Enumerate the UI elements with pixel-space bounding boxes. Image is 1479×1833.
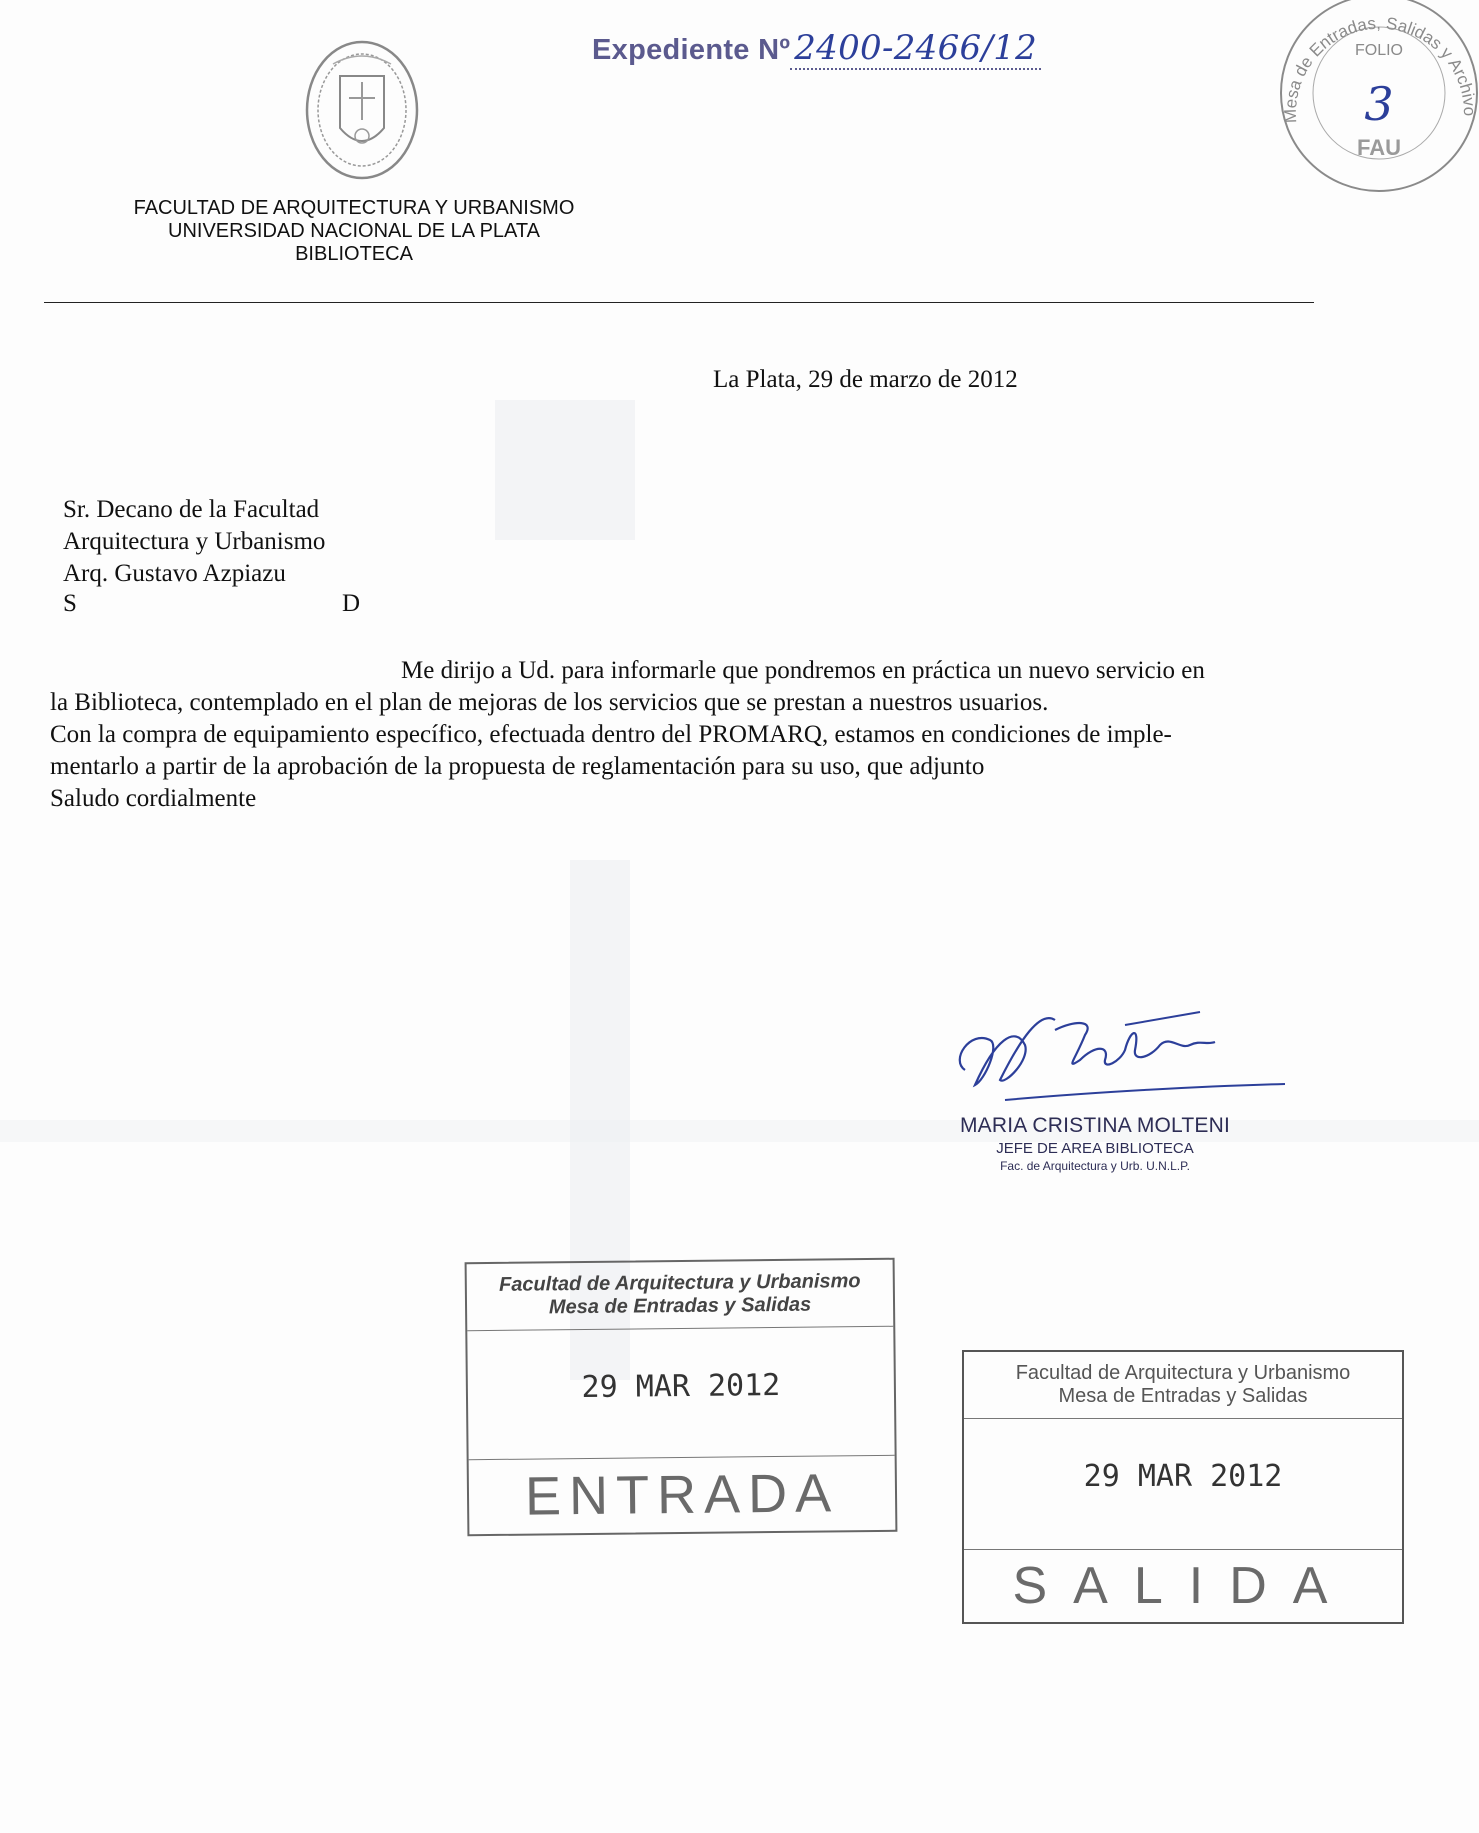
stamp-line: Facultad de Arquitectura y Urbanismo: [1015, 1362, 1351, 1384]
body-line: Con la compra de equipamiento específico, efectuada dentro del PROMARQ, estamos en condiciones de imple-: [50, 721, 1172, 748]
addressee-line: Arquitectura y Urbanismo: [63, 528, 326, 555]
signer-department: Fac. de Arquitectura y Urb. U.N.L.P.: [1000, 1159, 1190, 1173]
entrada-stamp-header: [467, 1260, 894, 1320]
entrada-stamp-word: ENTRADA: [469, 1455, 896, 1528]
institution-header: [60, 197, 648, 266]
stamp-line: Mesa de Entradas y Salidas: [548, 1293, 812, 1319]
expediente-label: Expediente Nº: [592, 34, 791, 66]
institution-line: FACULTAD DE ARQUITECTURA Y URBANISMO: [133, 197, 575, 219]
scan-artifact: [495, 400, 635, 540]
addressee-block: [63, 494, 325, 590]
letter-body: [50, 655, 1312, 815]
entrada-stamp-date: 29 MAR 2012: [581, 1367, 781, 1406]
institution-line: UNIVERSIDAD NACIONAL DE LA PLATA: [168, 220, 540, 242]
header-divider: [44, 302, 1314, 303]
salida-stamp-header: [964, 1352, 1402, 1408]
expediente-field: [592, 28, 1041, 68]
stamp-divider: [964, 1418, 1402, 1419]
body-line: Me dirijo a Ud. para informarle que pondremos en práctica un nuevo servicio en: [401, 657, 1205, 684]
scan-artifact: [0, 1120, 1479, 1142]
signature-block: [945, 1114, 1245, 1173]
handwritten-signature: [945, 1000, 1285, 1110]
stamp-line: Mesa de Entradas y Salidas: [1058, 1385, 1308, 1407]
salutation-s: S: [63, 590, 77, 617]
folio-ring-text: Mesa de Entradas, Salidas y Archivo: [1280, 13, 1479, 124]
closing-line: Saludo cordialmente: [50, 785, 257, 812]
entrada-stamp: [465, 1258, 898, 1536]
place-date: La Plata, 29 de marzo de 2012: [713, 366, 1018, 393]
signer-role: JEFE DE AREA BIBLIOTECA: [996, 1140, 1194, 1157]
body-line: la Biblioteca, contemplado en el plan de mejoras de los servicios que se prestan a nuestros usuarios.: [50, 689, 1049, 716]
addressee-line: Arq. Gustavo Azpiazu: [63, 560, 286, 587]
folio-number: 3: [1364, 77, 1394, 131]
institution-line: BIBLIOTECA: [295, 243, 413, 265]
salida-stamp-word: SALIDA: [964, 1549, 1402, 1616]
signer-name: MARIA CRISTINA MOLTENI: [959, 1114, 1231, 1137]
stamp-line: Facultad de Arquitectura y Urbanismo: [498, 1270, 861, 1296]
salutation-d: D: [342, 590, 361, 617]
stamp-divider: [467, 1326, 893, 1331]
addressee-line: Sr. Decano de la Facultad: [63, 496, 320, 523]
salida-stamp: [962, 1350, 1404, 1624]
university-seal-icon: [303, 36, 421, 186]
folio-stamp: [1271, 0, 1479, 200]
folio-org: FAU: [1357, 135, 1401, 160]
expediente-number: 2400-2466/12: [790, 28, 1041, 70]
folio-label: FOLIO: [1354, 42, 1404, 59]
salida-stamp-date: 29 MAR 2012: [1083, 1459, 1283, 1494]
body-line: mentarlo a partir de la aprobación de la propuesta de reglamentación para su uso, que adjunto: [50, 753, 985, 780]
